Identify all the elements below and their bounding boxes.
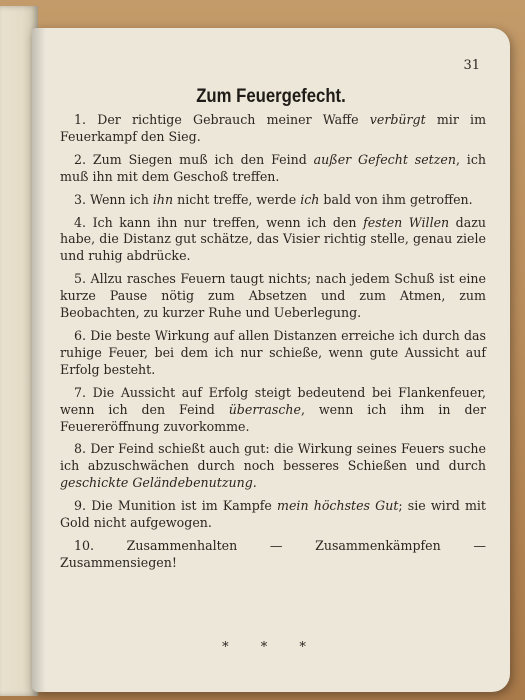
rule-paragraph [60,441,486,492]
rule-paragraph [60,271,486,322]
rule-paragraph [60,152,486,186]
emphasized-text: überrasche [228,401,301,417]
rule-paragraph [60,328,486,379]
rule-number: 8. [74,441,87,457]
rule-text: , wenn ich ihm in der Feuereröffnung zuvorkomme. [60,401,486,434]
rule-text: , ich muß ihn mit dem Geschoß treffen. [60,151,487,184]
rule-number: 2. [74,151,87,167]
rule-number: 6. [74,327,87,343]
rule-text: Allzu rasches Feuern taugt nichts; nach jedem Schuß ist eine kurze Pause nötig zum Absetzen und zum Atmen, zum Beobachten, zu kurzer Ruhe und Ueberlegung. [60,271,486,321]
emphasized-text: verbürgt [369,112,426,127]
rule-text: . [252,475,257,491]
emphasized-text: geschickte Geländebenutzung [60,475,253,491]
emphasized-text: mein höchstes Gut [277,498,399,514]
page-number: 31 [463,58,480,73]
rule-number: 7. [74,384,87,400]
rule-number: 10. [74,537,95,553]
rule-paragraph [60,385,486,436]
rule-text: bald von ihm getroffen. [319,191,473,207]
rule-text: mir im Feuerkampf den Sieg. [60,112,487,144]
rule-text: Die Aussicht auf Erfolg steigt bedeutend bei Flankenfeuer, wenn ich den Feind [60,384,486,417]
book-page [32,28,510,692]
rule-text: Die beste Wirkung auf allen Distanzen erreiche ich durch das ruhige Feuer, bei dem ich nur schieße, wenn gute Aussicht auf Erfolg besteht. [60,327,486,377]
rule-paragraph [60,498,486,532]
rule-text: nicht treffe, werde [173,191,301,207]
rule-text: Zusammenhalten — Zusammenkämpfen — Zusammensiegen! [60,537,486,570]
rule-text: Wenn ich [90,191,153,207]
spine-shadow [32,28,46,692]
rule-number: 1. [74,112,87,127]
emphasized-text: außer Gefecht setzen [313,151,456,167]
rule-text: dazu habe, die Distanz gut schätze, das Visier richtig stelle, genau ziele und ruhig abdrücke. [60,214,486,264]
rule-paragraph [60,112,486,146]
rule-text: Der Feind schießt auch gut: die Wirkung seines Feuers suche ich abzuschwächen durch noch besseres Schießen und durch [60,441,486,474]
rule-text: Der richtige Gebrauch meiner Waffe [97,112,370,127]
rule-paragraph [60,538,486,572]
rule-paragraph [60,215,486,266]
emphasized-text: ich [300,191,320,207]
rule-number: 3. [74,191,87,207]
rule-text: ; sie wird mit Gold nicht aufgewogen. [60,498,486,531]
page-title: Zum Feuergefecht. [196,86,346,107]
rule-number: 4. [74,214,87,230]
rule-text: Ich kann ihn nur treffen, wenn ich den [92,214,364,230]
rule-number: 9. [74,498,87,514]
rules-list [60,112,486,578]
emphasized-text: ihn [152,191,174,207]
rule-text: Die Munition ist im Kampfe [91,498,278,514]
emphasized-text: festen Willen [363,214,450,230]
rule-number: 5. [74,271,87,287]
ornament: * * * [222,640,320,655]
rule-paragraph [60,192,486,209]
rule-text: Zum Siegen muß ich den Feind [92,151,314,167]
